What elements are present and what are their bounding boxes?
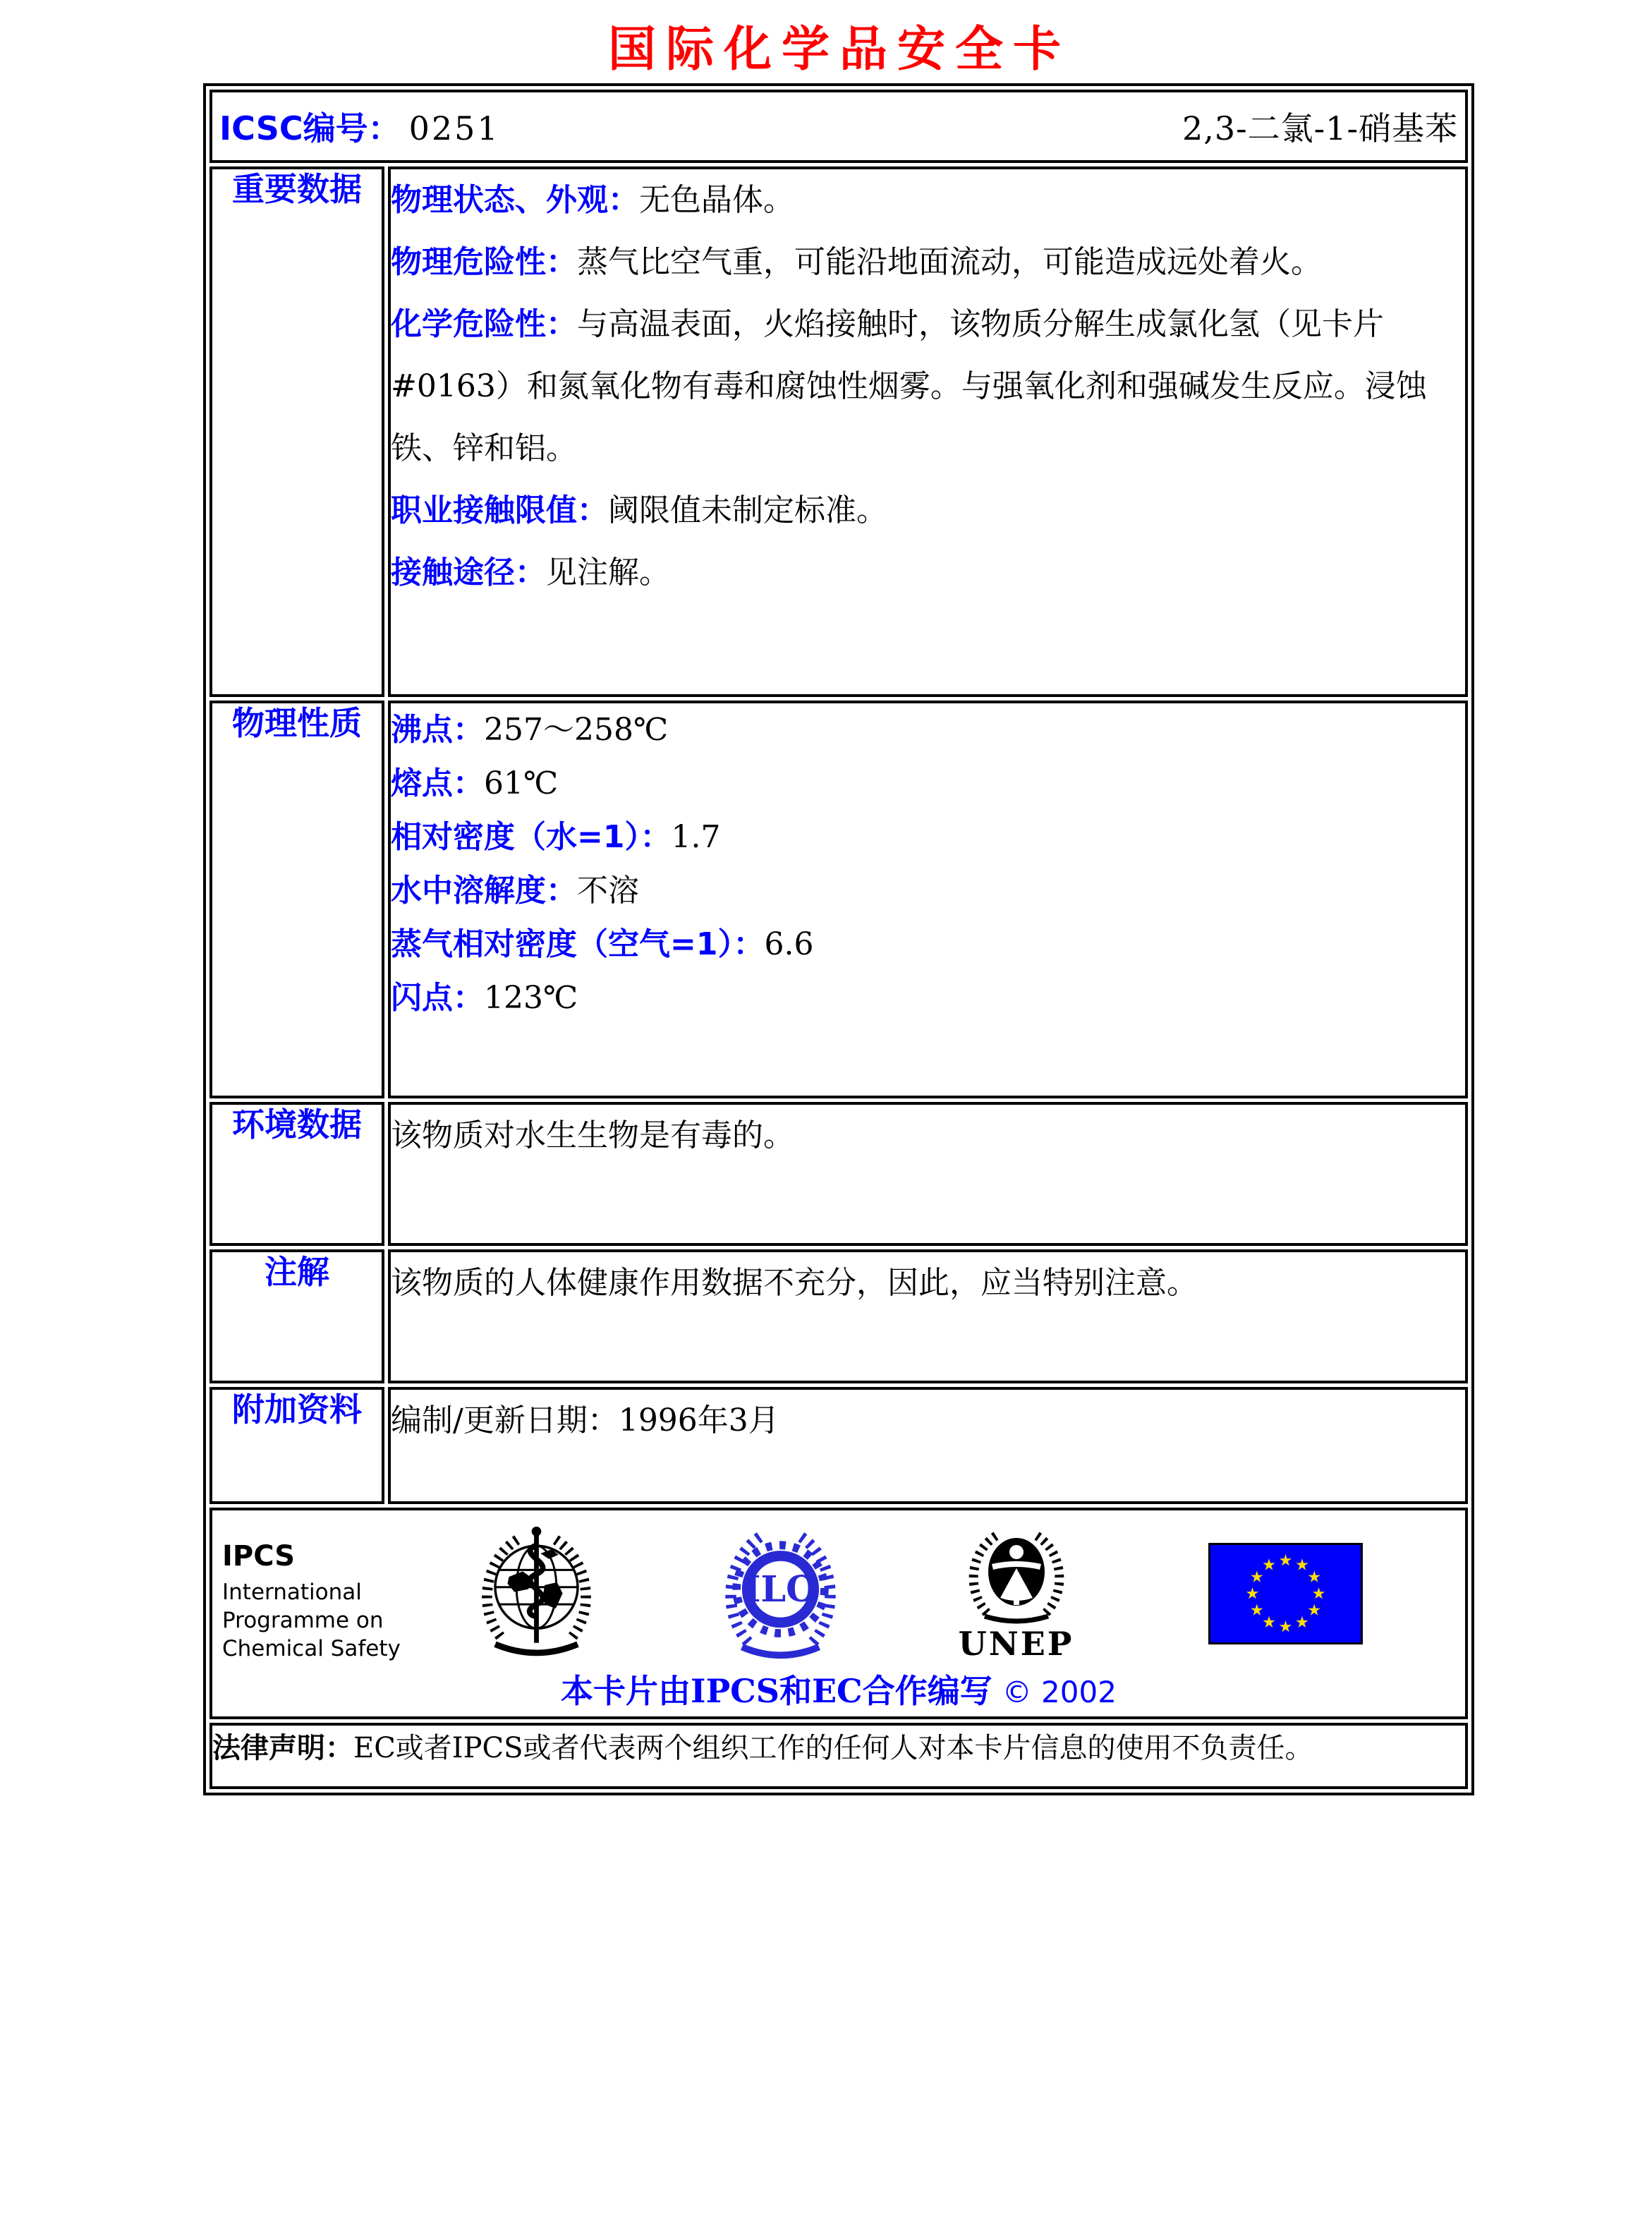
environmental-data-text: 该物质对水生生物是有毒的。 [391,1117,794,1153]
page-title: 国际化学品安全卡 [607,22,1071,78]
field-value: 与高温表面，火焰接触时，该物质分解生成氯化氢（见卡片#0163）和氮氧化物有毒和腐蚀性烟雾。与强氧化剂和强碱发生反应。浸蚀铁、锌和铝。 [391,306,1427,466]
field-value: 257～258℃ [484,712,669,748]
important-data-item [391,169,1465,231]
ilo-letters: ILO [743,1568,818,1611]
additional-info-label: 附加资料 [209,1387,384,1504]
unep-caption: UNEP [958,1625,1074,1663]
ipcs-acronym: IPCS [222,1540,296,1572]
copyright-year: © 2002 [1002,1675,1117,1709]
field-value: 见注解。 [546,555,670,590]
field-label: 蒸气相对密度（空气=1）： [391,926,765,962]
physical-properties-label: 物理性质 [209,701,384,1098]
important-data-label: 重要数据 [209,166,384,697]
field-value: 6.6 [764,926,814,962]
legal-text: EC或者IPCS或者代表两个组织工作的任何人对本卡片信息的使用不负责任。 [353,1732,1313,1764]
physical-property-item [391,971,1465,1025]
field-label: 化学危险性： [391,306,577,342]
field-label: 职业接触限值： [391,492,608,528]
ipcs-line: International [222,1580,362,1605]
physical-property-item [391,864,1465,918]
icsc-card-table [203,83,1474,1795]
copyright-mid: 和 [779,1672,812,1710]
important-data-content [388,166,1468,697]
field-value: 123℃ [484,980,578,1016]
notes-content [388,1249,1468,1383]
eu-flag-icon [1208,1543,1363,1644]
chemical-name: 2,3-二氯-1-硝基苯 [1182,109,1458,147]
header-row [209,90,1468,163]
copyright-org-ec: EC [812,1672,863,1710]
unep-logo-icon [956,1527,1076,1625]
important-data-item [391,480,1465,542]
field-value: 1.7 [671,819,721,855]
who-logo-icon [468,1522,605,1666]
physical-property-item [391,811,1465,864]
physical-property-item [391,757,1465,811]
physical-properties-content [388,701,1468,1098]
icsc-number-value: 0251 [408,109,500,147]
field-label: 闪点： [391,980,484,1016]
field-value: 阈限值未制定标准。 [608,492,887,528]
card-header [212,92,1465,160]
notes-label: 注解 [209,1249,384,1383]
field-label: 物理危险性： [391,244,577,280]
icsc-number-group [219,103,500,150]
unep-logo-block [954,1527,1078,1663]
field-label: 接触途径： [391,555,546,590]
important-data-item [391,542,1465,604]
environmental-data-content [388,1102,1468,1246]
additional-info-row [209,1387,1468,1504]
legal-row [209,1723,1468,1789]
additional-info-content [388,1387,1468,1504]
icsc-number-label: ICSC编号： [219,109,401,147]
ipcs-text-block [222,1540,401,1663]
field-label: 沸点： [391,712,484,748]
physical-properties-row [209,701,1468,1098]
physical-property-item [391,703,1465,757]
additional-info-text: 编制/更新日期：1996年3月 [391,1402,779,1438]
field-label: 水中溶解度： [391,873,577,909]
copyright-prefix: 本卡片由 [561,1672,691,1710]
environmental-data-row [209,1102,1468,1246]
ipcs-line: Chemical Safety [222,1636,401,1661]
notes-text: 该物质的人体健康作用数据不充分，因此，应当特别注意。 [391,1265,1198,1301]
copyright-org-ipcs: IPCS [691,1672,779,1710]
important-data-item [391,231,1465,293]
copyright-line [212,1666,1465,1712]
field-value: 不溶 [577,873,639,909]
important-data-item [391,293,1465,480]
ilo-logo-icon [712,1522,849,1666]
important-data-row [209,166,1468,697]
field-value: 蒸气比空气重，可能沿地面流动，可能造成远处着火。 [577,244,1322,280]
field-label: 熔点： [391,765,484,801]
field-value: 无色晶体。 [639,182,794,218]
copyright-suffix: 合作编写 [862,1672,992,1710]
field-label: 相对密度（水=1）： [391,819,672,855]
notes-row [209,1249,1468,1383]
ipcs-line: Programme on [222,1608,384,1633]
field-label: 物理状态、外观： [391,182,639,218]
logos-row [209,1508,1468,1719]
environmental-data-label: 环境数据 [209,1102,384,1246]
physical-property-item [391,918,1465,971]
legal-label: 法律声明： [212,1732,353,1764]
field-value: 61℃ [484,765,559,801]
